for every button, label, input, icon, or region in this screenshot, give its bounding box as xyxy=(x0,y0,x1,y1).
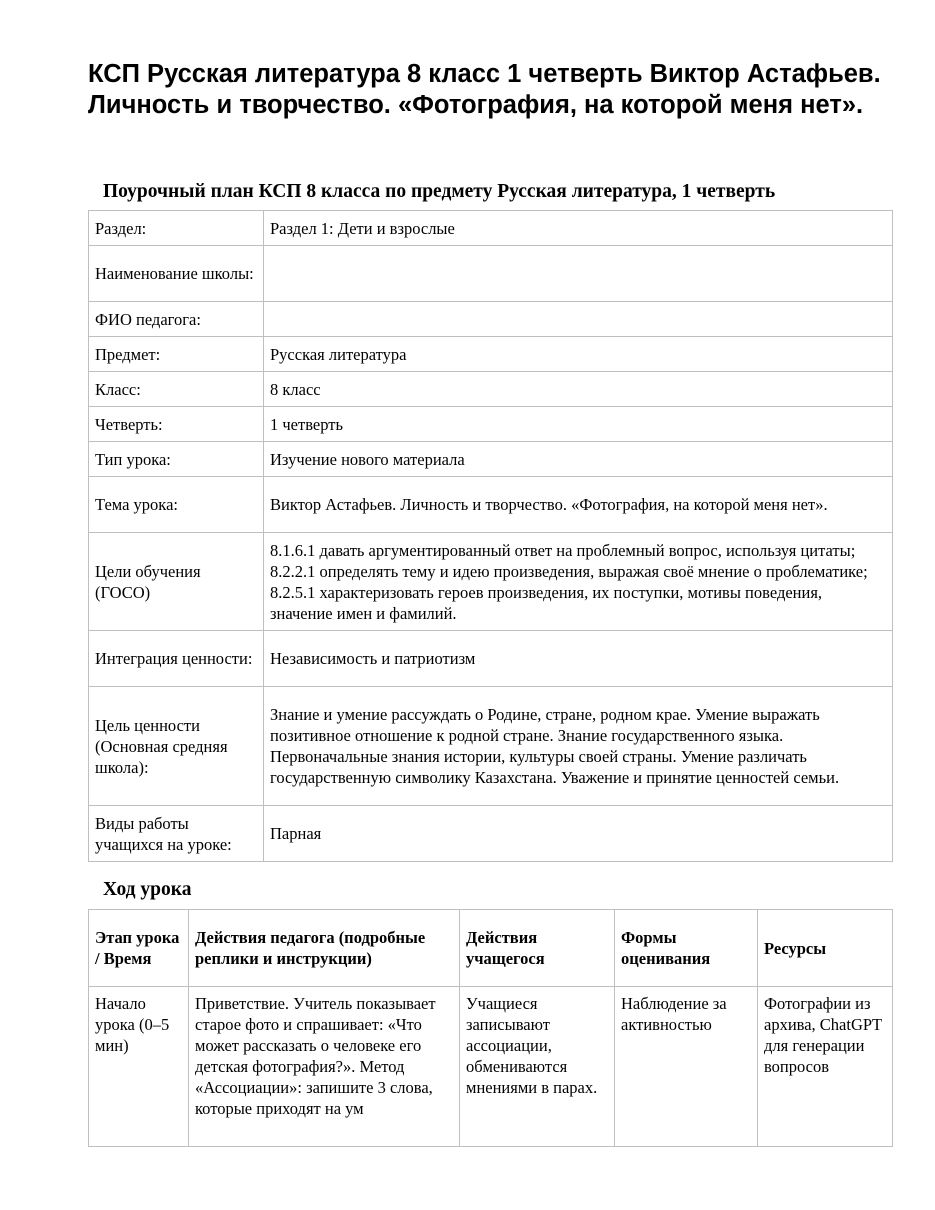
info-label: Раздел: xyxy=(89,211,264,246)
info-value: Парная xyxy=(264,806,893,862)
info-label: Предмет: xyxy=(89,337,264,372)
info-value: Виктор Астафьев. Личность и творчество. «Фотография, на которой меня нет». xyxy=(264,477,893,533)
column-header-student-actions: Действия учащегося xyxy=(460,910,615,987)
info-value xyxy=(264,302,893,337)
info-row-school xyxy=(89,246,893,302)
info-label: Виды работы учащихся на уроке: xyxy=(89,806,264,862)
info-row-value-goal xyxy=(89,687,893,806)
lesson-teacher-cell: Приветствие. Учитель показывает старое фото и спрашивает: «Что может рассказать о человеке его детская фотография?». Метод «Ассоциации»: запишите 3 слова, которые приходят на ум xyxy=(189,987,460,1147)
info-value: Раздел 1: Дети и взрослые xyxy=(264,211,893,246)
info-label: Цель ценности (Основная средняя школа): xyxy=(89,687,264,806)
info-row-grade xyxy=(89,372,893,407)
plan-heading: Поурочный план КСП 8 класса по предмету Русская литература, 1 четверть xyxy=(103,181,776,202)
info-label: Тема урока: xyxy=(89,477,264,533)
column-header-teacher-actions: Действия педагога (подробные реплики и инструкции) xyxy=(189,910,460,987)
info-value: 8.1.6.1 давать аргументированный ответ на проблемный вопрос, используя цитаты; 8.2.2.1 определять тему и идею произведения, выражая своё мнение о проблематике; 8.2.5.1 характеризовать героев произведения, их поступки, мотивы поведения, значение имен и фамилий. xyxy=(264,533,893,631)
lesson-student-cell: Учащиеся записывают ассоциации, обмениваются мнениями в парах. xyxy=(460,987,615,1147)
info-label: Цели обучения (ГОСО) xyxy=(89,533,264,631)
info-row-teacher xyxy=(89,302,893,337)
info-label: Наименование школы: xyxy=(89,246,264,302)
lesson-header-row xyxy=(89,910,893,987)
info-value: Знание и умение рассуждать о Родине, стране, родном крае. Умение выражать позитивное отношение к родной стране. Знание государственного языка. Первоначальные знания истории, культуры своей страны. Умение различать государственную символику Казахстана. Уважение и принятие ценностей семьи. xyxy=(264,687,893,806)
lesson-info-table xyxy=(88,210,893,862)
info-value: Русская литература xyxy=(264,337,893,372)
lesson-assessment-cell: Наблюдение за активностью xyxy=(615,987,758,1147)
info-value: 8 класс xyxy=(264,372,893,407)
info-row-lesson-type xyxy=(89,442,893,477)
info-value: Изучение нового материала xyxy=(264,442,893,477)
column-header-resources: Ресурсы xyxy=(758,910,893,987)
lesson-resources-cell: Фотографии из архива, ChatGPT для генерации вопросов xyxy=(758,987,893,1147)
info-value xyxy=(264,246,893,302)
lesson-flow-heading: Ход урока xyxy=(103,879,192,900)
info-row-values-integration xyxy=(89,631,893,687)
info-value: 1 четверть xyxy=(264,407,893,442)
info-value: Независимость и патриотизм xyxy=(264,631,893,687)
info-label: Интеграция ценности: xyxy=(89,631,264,687)
info-row-quarter xyxy=(89,407,893,442)
column-header-stage: Этап урока / Время xyxy=(89,910,189,987)
info-row-work-types xyxy=(89,806,893,862)
info-row-objectives xyxy=(89,533,893,631)
info-label: Класс: xyxy=(89,372,264,407)
table-row xyxy=(89,987,893,1147)
info-label: Четверть: xyxy=(89,407,264,442)
document-title: КСП Русская литература 8 класс 1 четверть Виктор Астафьев. Личность и творчество. «Фотография, на которой меня нет». xyxy=(88,60,881,119)
lesson-flow-table xyxy=(88,909,893,1147)
info-row-subject xyxy=(89,337,893,372)
lesson-stage-cell: Начало урока (0–5 мин) xyxy=(89,987,189,1147)
column-header-assessment: Формы оценивания xyxy=(615,910,758,987)
info-label: Тип урока: xyxy=(89,442,264,477)
info-row-section xyxy=(89,211,893,246)
info-row-topic xyxy=(89,477,893,533)
info-label: ФИО педагога: xyxy=(89,302,264,337)
